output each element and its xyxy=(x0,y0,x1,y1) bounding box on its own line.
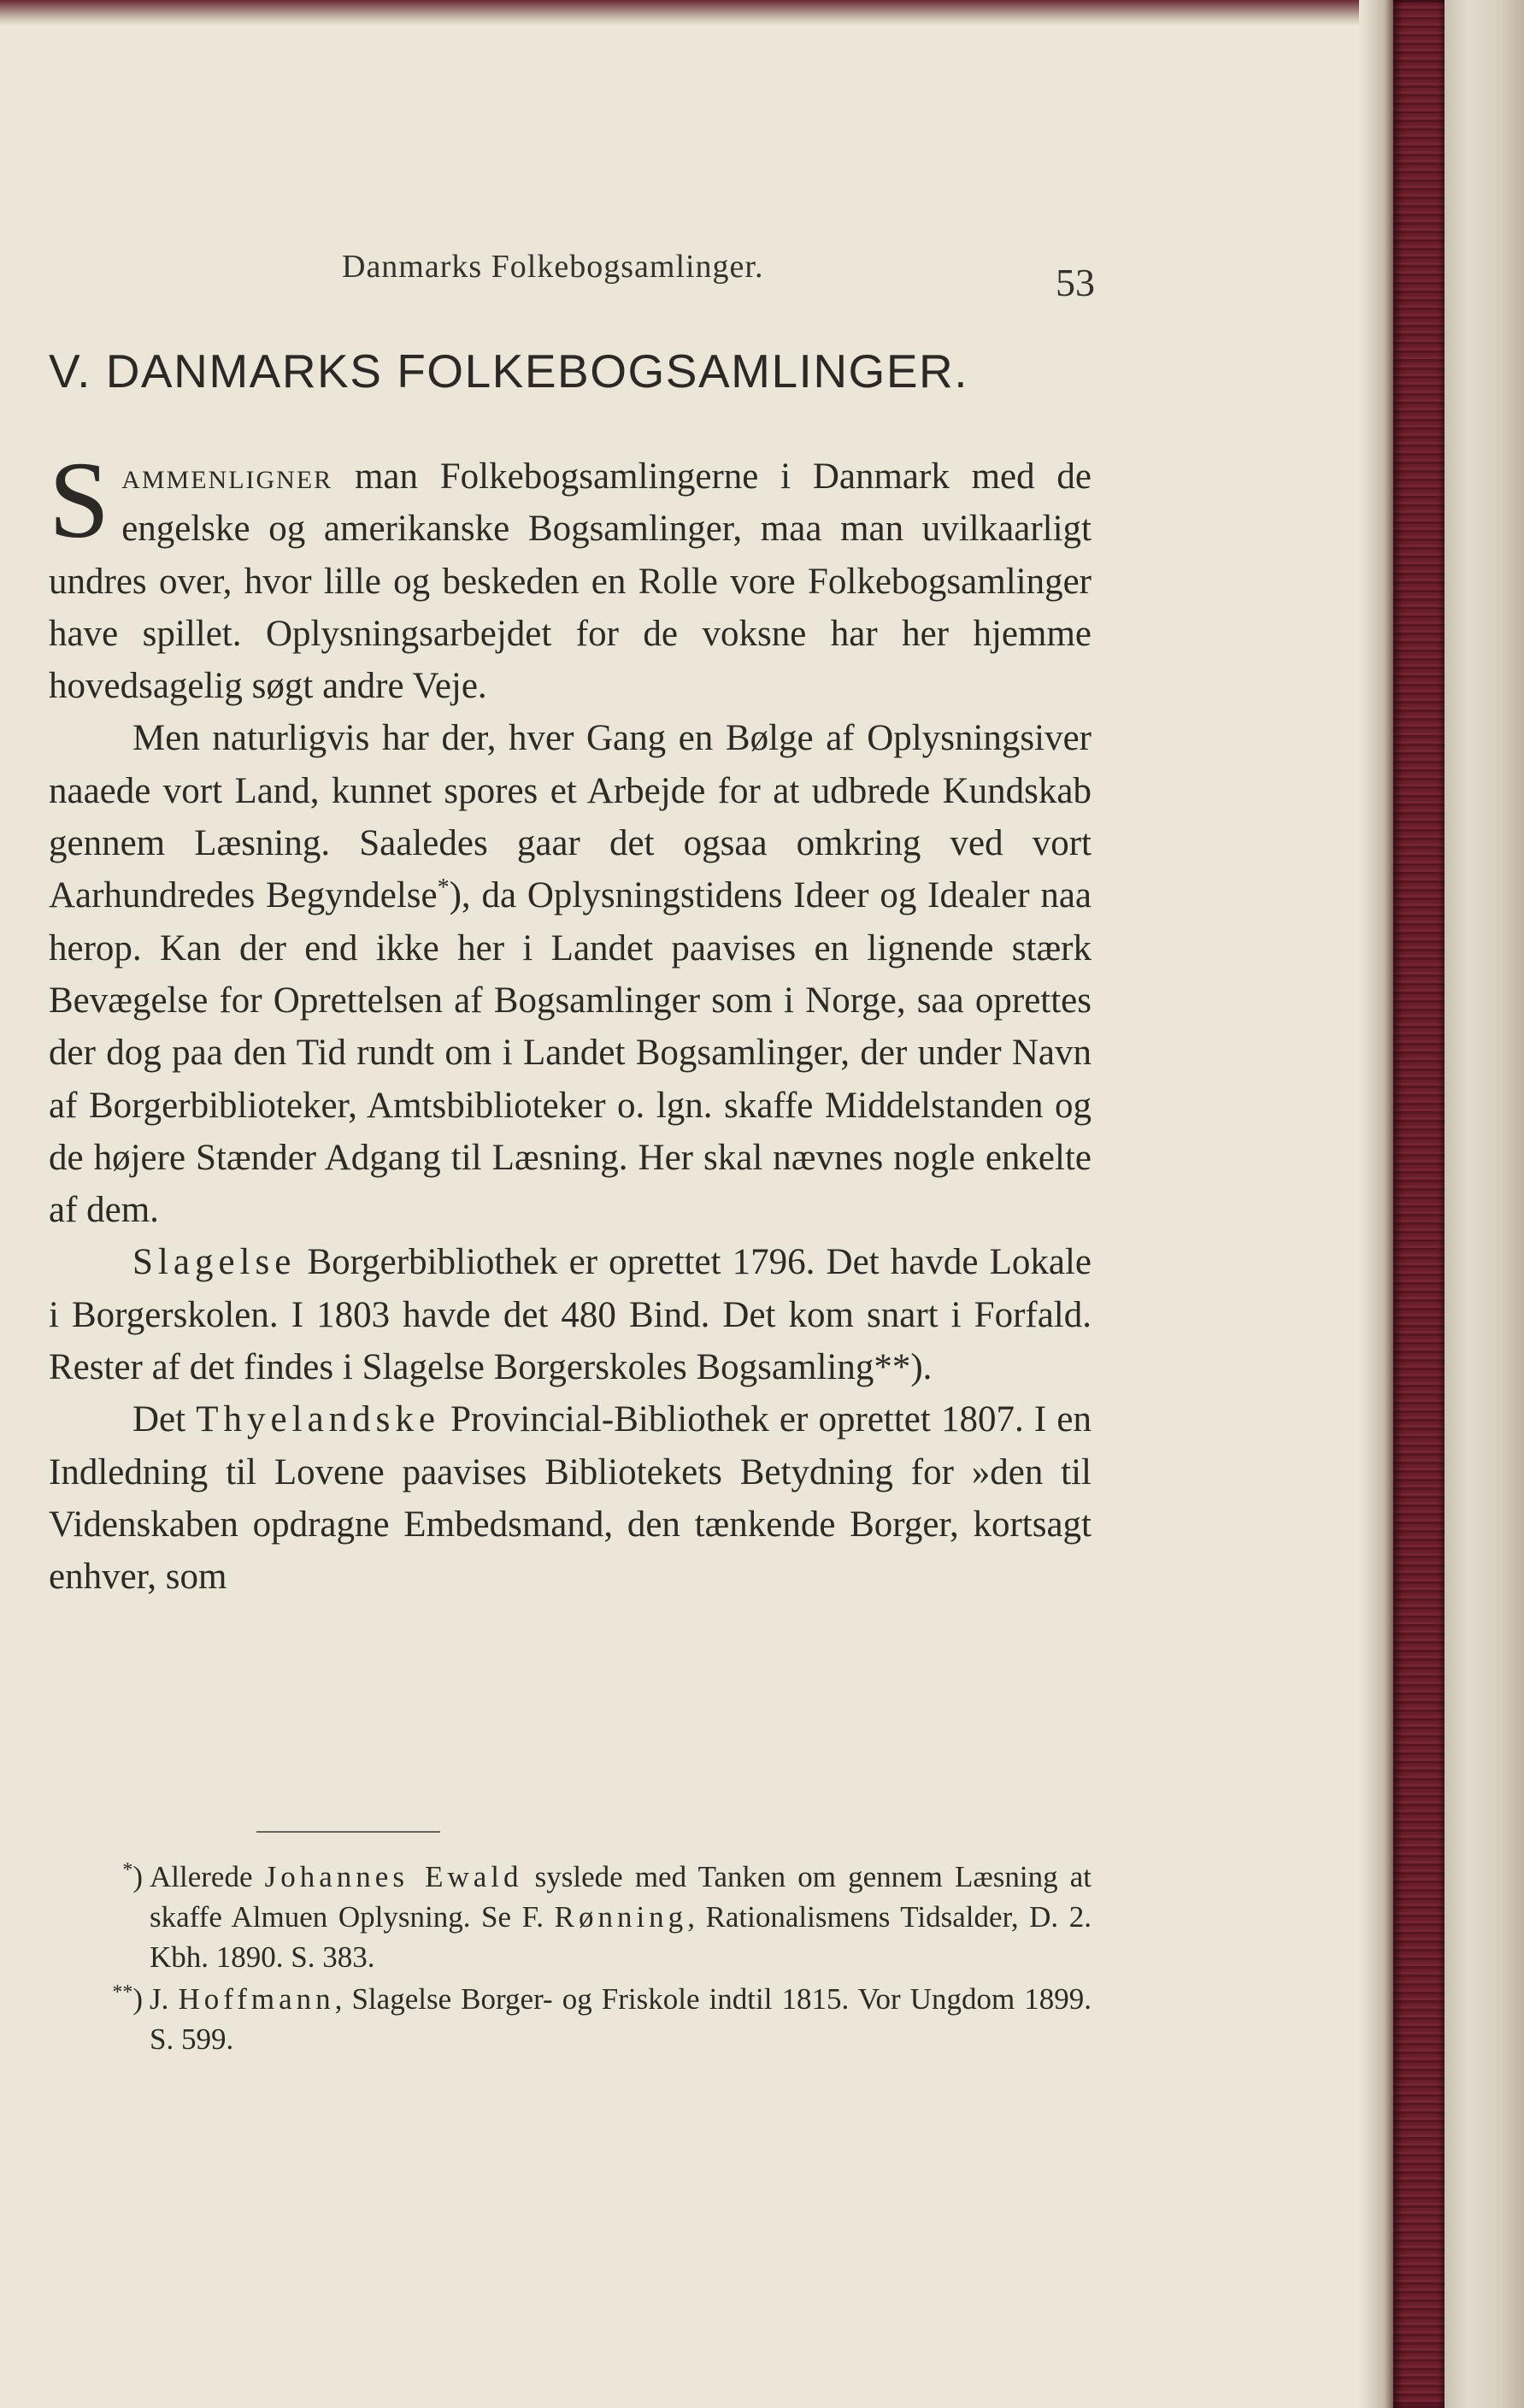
place-name: Slagelse xyxy=(132,1242,297,1283)
library-name: Thyelandske xyxy=(196,1399,440,1440)
paragraph-3-text: Borgerbibliothek er oprettet 1796. Det havde Lokale i Borgerskolen. I 1803 havde det 480 Bind. Det kom snart i Forfald. Rester af det findes i Slagelse Borgerskoles Bogsamling xyxy=(49,1242,1092,1388)
paragraph-4-text: Provincial-Bibliothek er oprettet 1807. I en Indledning til Lovene paavises Bibliotekets Betydning for »den til Videnskaben opdragne Embedsmand, den tænkende Borger, kortsagt enhver, som xyxy=(49,1399,1092,1598)
paragraph-1-text: man Folkebogsamlingerne i Danmark med de engelske og amerikanske Bogsamlinger, maa man uvilkaarligt undres over, hvor lille og beskeden en Rolle vore Folkebogsamlinger have spillet. Oplysningsarbejdet for de voksne har her hjemme hovedsagelig søgt andre Veje. xyxy=(49,456,1092,707)
footnote-1: *) Allerede Johannes Ewald syslede med Tanken om gennem Læsning at skaffe Almuen Oplysning. Se F. Rønning, Rationalismens Tidsalder, D. 2. Kbh. 1890. S. 383. xyxy=(49,1857,1092,1977)
body-text xyxy=(49,439,1092,1604)
page-gutter xyxy=(1359,0,1393,2408)
paragraph-2-text-cont: ), da Oplysningstidens Ideer og Idealer naa herop. Kan der end ikke her i Landet paavises en lignende stærk Bevægelse for Oprettelsen af Bogsamlinger som i Norge, saa oprettes der dog paa den Tid rundt om i Landet Bogsamlinger, der under Navn af Borgerbiblioteker, Amtsbiblioteker o. lgn. skaffe Middelstanden og de højere Stænder Adgang til Læsning. Her skal nævnes nogle enkelte af dem. xyxy=(49,875,1092,1231)
footnote-mark: **) xyxy=(112,1981,143,2016)
author-name: Johannes Ewald xyxy=(264,1860,523,1893)
footnote-ref-1: * xyxy=(437,874,450,902)
running-head: Danmarks Folkebogsamlinger. xyxy=(342,249,764,285)
drop-cap: S xyxy=(49,439,110,561)
author-name: Hoffmann xyxy=(178,1982,335,2016)
paragraph-3-text-cont: ). xyxy=(910,1347,933,1388)
paragraph-1 xyxy=(49,439,1092,712)
footnote-ref-2: ** xyxy=(874,1347,911,1388)
paragraph-4 xyxy=(49,1393,1092,1603)
paragraph-3 xyxy=(49,1236,1092,1393)
book-binding xyxy=(1393,0,1445,2408)
footnote-divider xyxy=(256,1831,440,1833)
footnote-2: **) J. Hoffmann, Slagelse Borger- og Friskole indtil 1815. Vor Ungdom 1899. S. 599. xyxy=(49,1979,1092,2059)
paragraph-4-lead: Det xyxy=(132,1399,197,1440)
author-name: Rønning xyxy=(554,1900,688,1934)
smallcaps-opening: ammenligner xyxy=(121,456,333,497)
footnote-mark: *) xyxy=(122,1859,143,1893)
paragraph-2 xyxy=(49,712,1092,1236)
book-board xyxy=(1445,0,1524,2408)
page-number: 53 xyxy=(1056,261,1095,304)
chapter-title: V. DANMARKS FOLKEBOGSAMLINGER. xyxy=(49,344,969,397)
paragraph-2-text: Men naturligvis har der, hver Gang en Bølge af Oplysningsiver naaede vort Land, kunnet spores et Arbejde for at udbrede Kundskab gennem Læsning. Saaledes gaar det ogsaa omkring ved vort Aarhundredes Begyndelse xyxy=(49,718,1092,916)
footnotes xyxy=(49,1857,1092,2061)
